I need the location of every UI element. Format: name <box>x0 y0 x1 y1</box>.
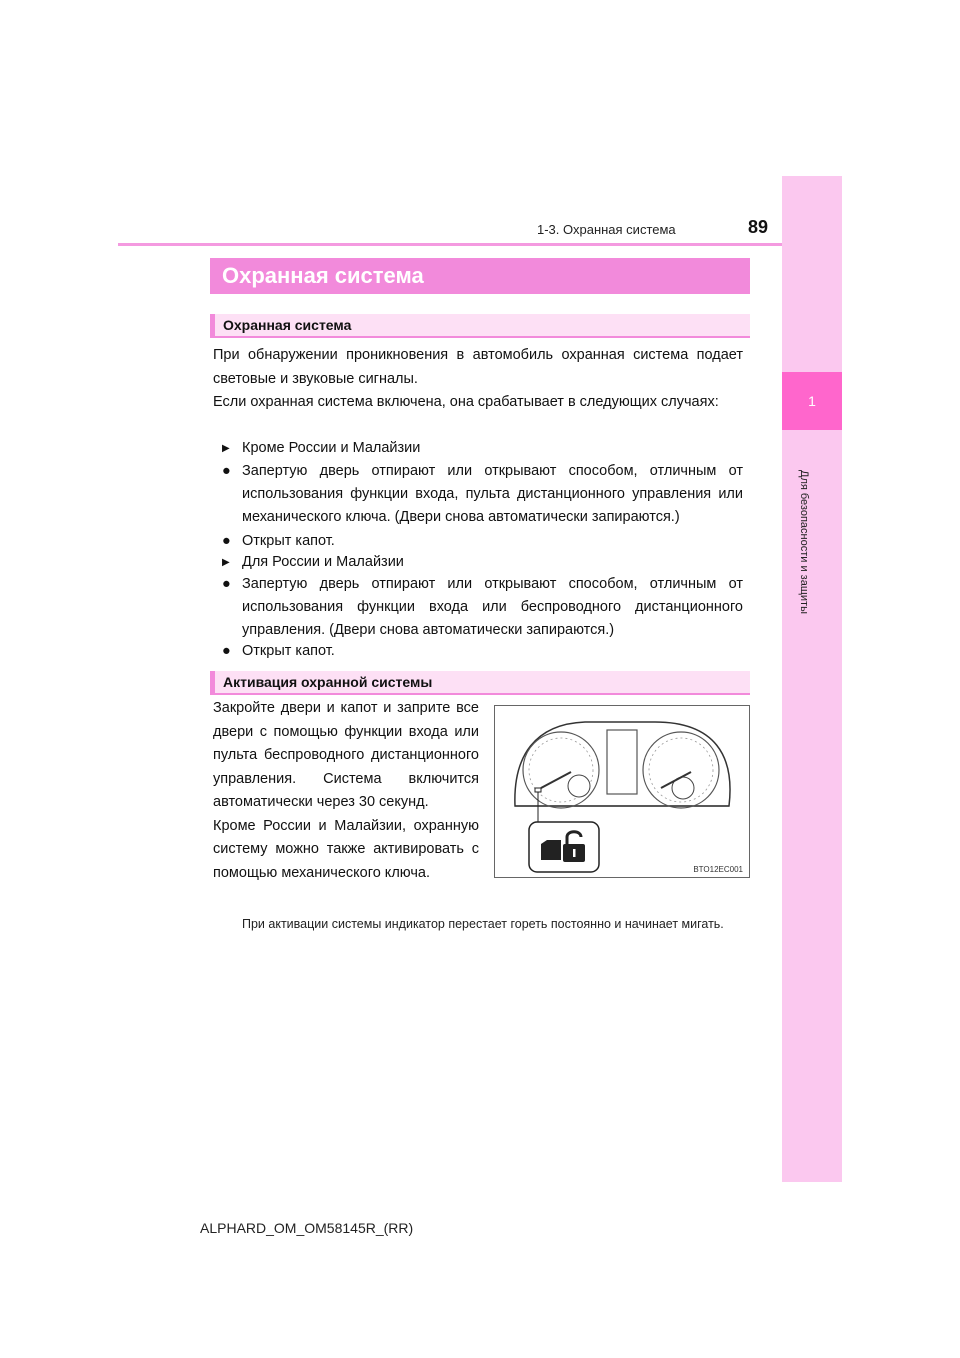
group-label-text: Для России и Малайзии <box>242 554 404 570</box>
page-number: 89 <box>748 217 769 237</box>
section-heading-activation: Активация охранной системы <box>210 671 750 695</box>
list-item-text: Запертую дверь отпирают или открывают способом, отличным от использования функции входа или беспроводного дистанционного управления. (Двери снова автоматически запираются.) <box>242 576 743 638</box>
list-item <box>222 573 743 642</box>
instrument-cluster-figure <box>494 705 750 878</box>
list-item <box>222 530 743 553</box>
instrument-cluster-illustration <box>495 706 749 877</box>
list-item-text: Запертую дверь отпирают или открывают способом, отличным от использования функции входа, пульта дистанционного управления или механического ключа. (Двери снова автоматически запираются.) <box>242 463 743 525</box>
intro-paragraph: При обнаружении проникновения в автомобиль охранная система подает световые и звуковые сигналы. <box>213 347 743 387</box>
list-item-text: Открыт капот. <box>242 533 335 549</box>
list-item-text: Открыт капот. <box>242 643 335 659</box>
note-text: При активации системы индикатор перестает гореть постоянно и начинает мигать. <box>242 917 724 931</box>
bullet-icon: ● <box>222 576 231 592</box>
header-rule <box>118 243 782 246</box>
activation-text <box>213 697 479 885</box>
chapter-number-tab[interactable]: 1 <box>782 372 842 430</box>
page-title: Охранная система <box>210 258 750 294</box>
group-label-except-russia <box>222 437 743 460</box>
activation-paragraph: Закройте двери и капот и заприте все двери с помощью функции входа или пульта беспроводного дистанционного управления. Система включится автоматически через 30 секунд. <box>213 700 479 810</box>
chapter-label: Для безопасности и защиты <box>798 470 810 614</box>
bullet-icon: ● <box>222 533 231 549</box>
conditions-paragraph: Если охранная система включена, она срабатывает в следующих случаях: <box>213 394 719 410</box>
list-item <box>222 640 743 663</box>
running-header: 1-3. Охранная система <box>537 222 676 237</box>
group-label-text: Кроме России и Малайзии <box>242 440 421 456</box>
bullet-icon: ● <box>222 643 231 659</box>
footer-doc-id: ALPHARD_OM_OM58145R_(RR) <box>200 1220 414 1236</box>
figure-code: BTO12EC001 <box>693 865 743 874</box>
arrow-bullet-icon: ▶ <box>222 443 230 454</box>
group-label-russia <box>222 551 743 574</box>
list-item <box>222 460 743 529</box>
arrow-bullet-icon: ▶ <box>222 557 230 568</box>
chapter-side-tab <box>782 176 842 1182</box>
section-heading-security: Охранная система <box>210 314 750 338</box>
bullet-icon: ● <box>222 463 231 479</box>
mechanical-key-paragraph: Кроме России и Малайзии, охранную систему можно также активировать с помощью механического ключа. <box>213 817 479 881</box>
